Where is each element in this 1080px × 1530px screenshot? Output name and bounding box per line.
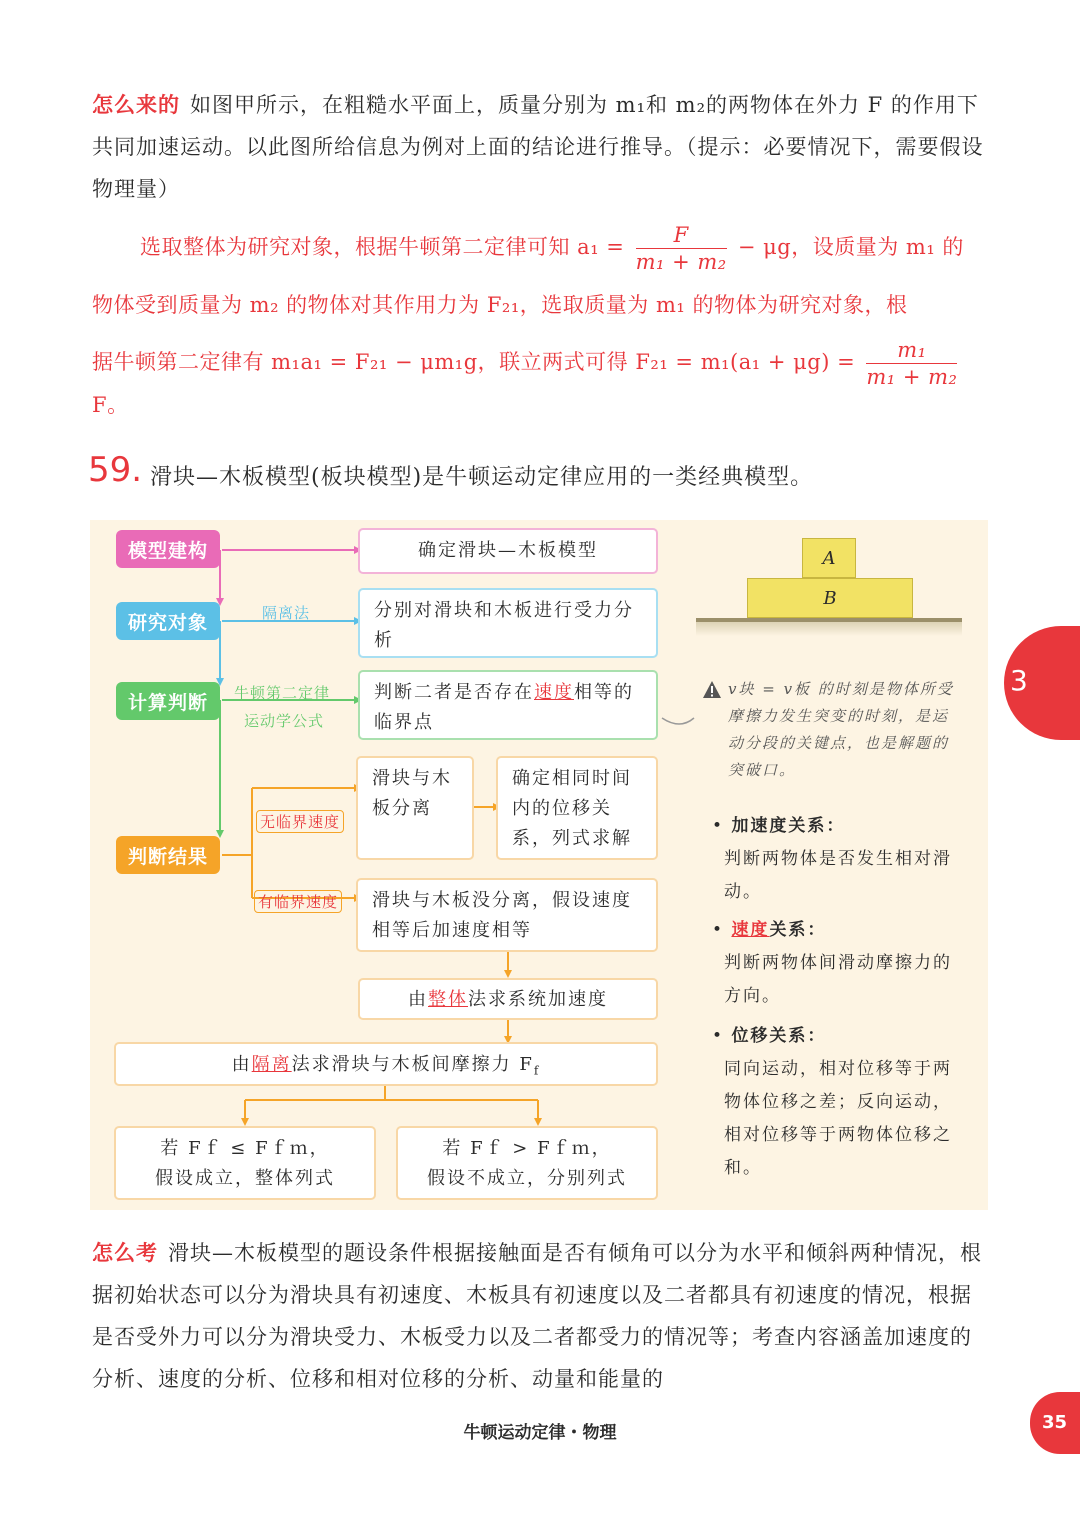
warning-note: v块 = v板 的时刻是物体所受摩擦力发生突变的时刻，是运动分段的关键点，也是解题的突破口。 <box>728 680 954 779</box>
edge-isolation-method: 隔离法 <box>262 604 311 622</box>
edge-has-critical-speed: 有临界速度 <box>254 890 342 913</box>
howto-paragraph <box>92 1232 987 1400</box>
intro-tag: 怎么来的 <box>92 93 180 117</box>
intro-text: 如图甲所示，在粗糙水平面上，质量分别为 m₁和 m₂的两物体在外力 F 的作用下共同加速运动。以此图所给信息为例对上面的结论进行推导。（提示：必要情况下，需要假设物理量） <box>92 93 984 201</box>
label-calculation: 计算判断 <box>116 682 220 720</box>
box-case-holds: 若 Fｆ ≤ Fｆｍ， 假设成立，整体列式 <box>114 1126 376 1200</box>
box-separate: 滑块与木板分离 <box>356 756 474 860</box>
label-model-building: 模型建构 <box>116 530 220 568</box>
box-case-fails: 若 Fｆ > Fｆｍ， 假设不成立，分别列式 <box>396 1126 658 1200</box>
velocity-relation: • 速度关系： 判断两物体间滑动摩擦力的方向。 <box>712 920 952 1006</box>
box-friction: 由隔离法求滑块与木板间摩擦力 $F_f$ <box>114 1042 658 1086</box>
flow-diagram <box>90 520 988 1210</box>
label-result: 判断结果 <box>116 836 220 874</box>
box-force-analysis: 分别对滑块和木板进行受力分析 <box>358 588 658 658</box>
box-critical-point: 判断二者是否存在速度相等的临界点 <box>358 670 658 740</box>
block-a: A <box>802 538 856 578</box>
warning-icon <box>702 680 722 700</box>
box-model: 确定滑块—木板模型 <box>358 528 658 574</box>
ground-shade <box>696 622 962 636</box>
answer-line-2: 物体受到质量为 m₂ 的物体对其作用力为 F₂₁，选取质量为 m₁ 的物体为研究对象，根 <box>92 293 908 317</box>
accel-relation: • 加速度关系： 判断两物体是否发生相对滑动。 <box>712 816 952 902</box>
chapter-number: 3 <box>1010 664 1028 697</box>
howto-tag: 怎么考 <box>92 1241 158 1265</box>
box-assume-equal: 滑块与木板没分离，假设速度相等后加速度相等 <box>356 878 658 952</box>
fraction-2: $\frac{\text{m₁}}{\text{m₁ + m₂}}$ <box>866 338 958 389</box>
displacement-relation: • 位移关系： 同向运动，相对位移等于两物体位移之差；反向运动，相对位移等于两物体位移之和。 <box>712 1026 952 1178</box>
section-title: 滑块—木板模型(板块模型)是牛顿运动定律应用的一类经典模型。 <box>150 465 814 490</box>
edge-no-critical-speed: 无临界速度 <box>256 810 344 833</box>
box-displacement: 确定相同时间内的位移关系，列式求解 <box>496 756 658 860</box>
page-number: 35 <box>1042 1412 1068 1433</box>
answer-line-1: 选取整体为研究对象，根据牛顿第二定律可知 a₁ = $\frac{F}{\text{m₁ + m₂}}$ − μg，设质量为 m₁ 的 <box>140 223 964 274</box>
answer-line-3: 据牛顿第二定律有 m₁a₁ = F₂₁ − μm₁g，联立两式可得 F₂₁ = m₁(a₁ + μg) = $\frac{\text{m₁}}{\text{m₁ + m₂}}$ F。 <box>92 338 958 417</box>
howto-text: 滑块—木板模型的题设条件根据接触面是否有倾角可以分为水平和倾斜两种情况，根据初始状态可以分为滑块具有初速度、木板具有初速度以及二者都具有初速度的情况，根据是否受外力可以分为滑块受力、木板受力以及二者都受力的情况等；考查内容涵盖加速度的分析、速度的分析、位移和相对位移的分析、动量和能量的 <box>92 1241 982 1391</box>
intro-paragraph <box>92 84 987 210</box>
box-whole-method: 由整体法求系统加速度 <box>358 978 658 1020</box>
edge-kinematics: 运动学公式 <box>244 712 325 730</box>
footer-title: 牛顿运动定律・物理 <box>463 1423 617 1443</box>
edge-newton-law: 牛顿第二定律 <box>234 684 331 702</box>
label-research-object: 研究对象 <box>116 602 220 640</box>
fraction-1: $\frac{F}{\text{m₁ + m₂}}$ <box>635 223 727 274</box>
section-number: 59. <box>88 450 143 490</box>
block-b: B <box>747 578 913 618</box>
